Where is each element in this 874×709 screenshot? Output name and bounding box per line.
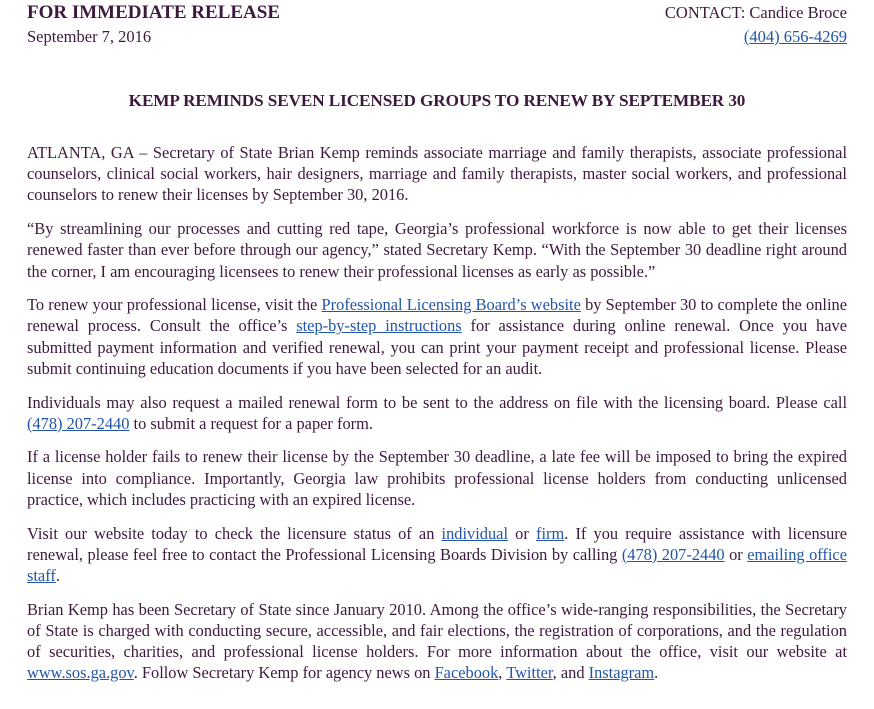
licensing-phone-link[interactable]: (478) 207-2440 — [27, 413, 130, 433]
paragraph-licensure-status — [27, 523, 847, 587]
twitter-link[interactable]: Twitter — [506, 663, 553, 683]
headline: KEMP REMINDS SEVEN LICENSED GROUPS TO RENEW BY SEPTEMBER 30 — [128, 91, 746, 110]
text-segment: by September 30 to complete the online renewal process. Consult the office’s — [27, 295, 847, 336]
text-segment: Visit our website today to check the licensure status of an — [27, 523, 442, 543]
paragraph-renewal-instructions — [27, 294, 847, 379]
press-release — [27, 0, 847, 683]
step-by-step-instructions-link[interactable]: step-by-step instructions — [296, 316, 462, 336]
text-segment: Brian Kemp has been Secretary of State since January 2010. Among the office’s wide-ranging responsibilities, the Secretary of State is charged with conducting secure, accessible, and fair elections, the registration of corporations, and the regulation of securities, charities, and professional license holders. For more information about the office, visit our website at — [27, 599, 847, 662]
individual-link[interactable]: individual — [441, 523, 509, 543]
division-phone-link[interactable]: (478) 207-2440 — [621, 544, 725, 564]
facebook-link[interactable]: Facebook — [434, 663, 499, 683]
contact-name: CONTACT: Candice Broce — [664, 3, 847, 22]
text-segment: to submit a request for a paper form. — [129, 413, 373, 433]
instagram-link[interactable]: Instagram — [588, 663, 655, 683]
release-header — [27, 2, 847, 50]
email-staff-link[interactable]: emailing office staff — [27, 544, 847, 585]
text-segment: or — [724, 544, 748, 564]
paragraph-about-kemp — [27, 599, 847, 684]
paragraph-quote: “By streamlining our processes and cutting red tape, Georgia’s professional workforce is now able to get their licenses renewed faster than ever before through our agency,” stated Secretary Kemp. “With the September 30 deadline right around the corner, I am encouraging licensees to renew their professional licenses as early as possible.” — [27, 219, 847, 281]
contact-phone-link[interactable]: (404) 656-4269 — [743, 27, 847, 46]
text-segment: . If you require assistance with licensure renewal, please feel free to contact the Professional Licensing Boards Division by calling — [27, 523, 847, 564]
text-segment: , — [498, 663, 507, 683]
release-info — [27, 2, 280, 50]
sos-website-link[interactable]: www.sos.ga.gov — [27, 663, 134, 683]
firm-link[interactable]: firm — [535, 523, 565, 543]
text-segment: . — [654, 663, 659, 683]
paragraph-intro: ATLANTA, GA – Secretary of State Brian Kemp reminds associate marriage and family therapists, associate professional counselors, clinical social workers, hair designers, marriage and family therapists, master social workers, and professional counselors to renew their licenses by September 30, 2016. — [27, 143, 847, 205]
text-segment: . — [55, 565, 60, 585]
release-label: FOR IMMEDIATE RELEASE — [27, 2, 281, 23]
release-date: September 7, 2016 — [27, 27, 152, 46]
licensing-board-website-link[interactable]: Professional Licensing Board’s website — [321, 295, 581, 315]
text-segment: for assistance during online renewal. Once you have submitted payment information and verified renewal, you can print your payment receipt and professional license. Please submit continuing education documents if you have been selected for an audit. — [27, 316, 847, 378]
paragraph-late-fee: If a license holder fails to renew their license by the September 30 deadline, a late fee will be imposed to bring the expired license into compliance. Importantly, Georgia law prohibits professional license holders from conducting unlicensed practice, which includes practicing with an expired license. — [27, 447, 847, 509]
contact-info — [665, 2, 847, 50]
text-segment: , and — [552, 663, 589, 683]
text-segment: To renew your professional license, visit the — [27, 295, 322, 315]
text-segment: Individuals may also request a mailed renewal form to be sent to the address on file with the licensing board. Please call — [27, 392, 847, 412]
paragraph-mailed-form — [27, 392, 847, 434]
text-segment: . Follow Secretary Kemp for agency news on — [133, 663, 435, 683]
text-segment: or — [508, 523, 536, 543]
